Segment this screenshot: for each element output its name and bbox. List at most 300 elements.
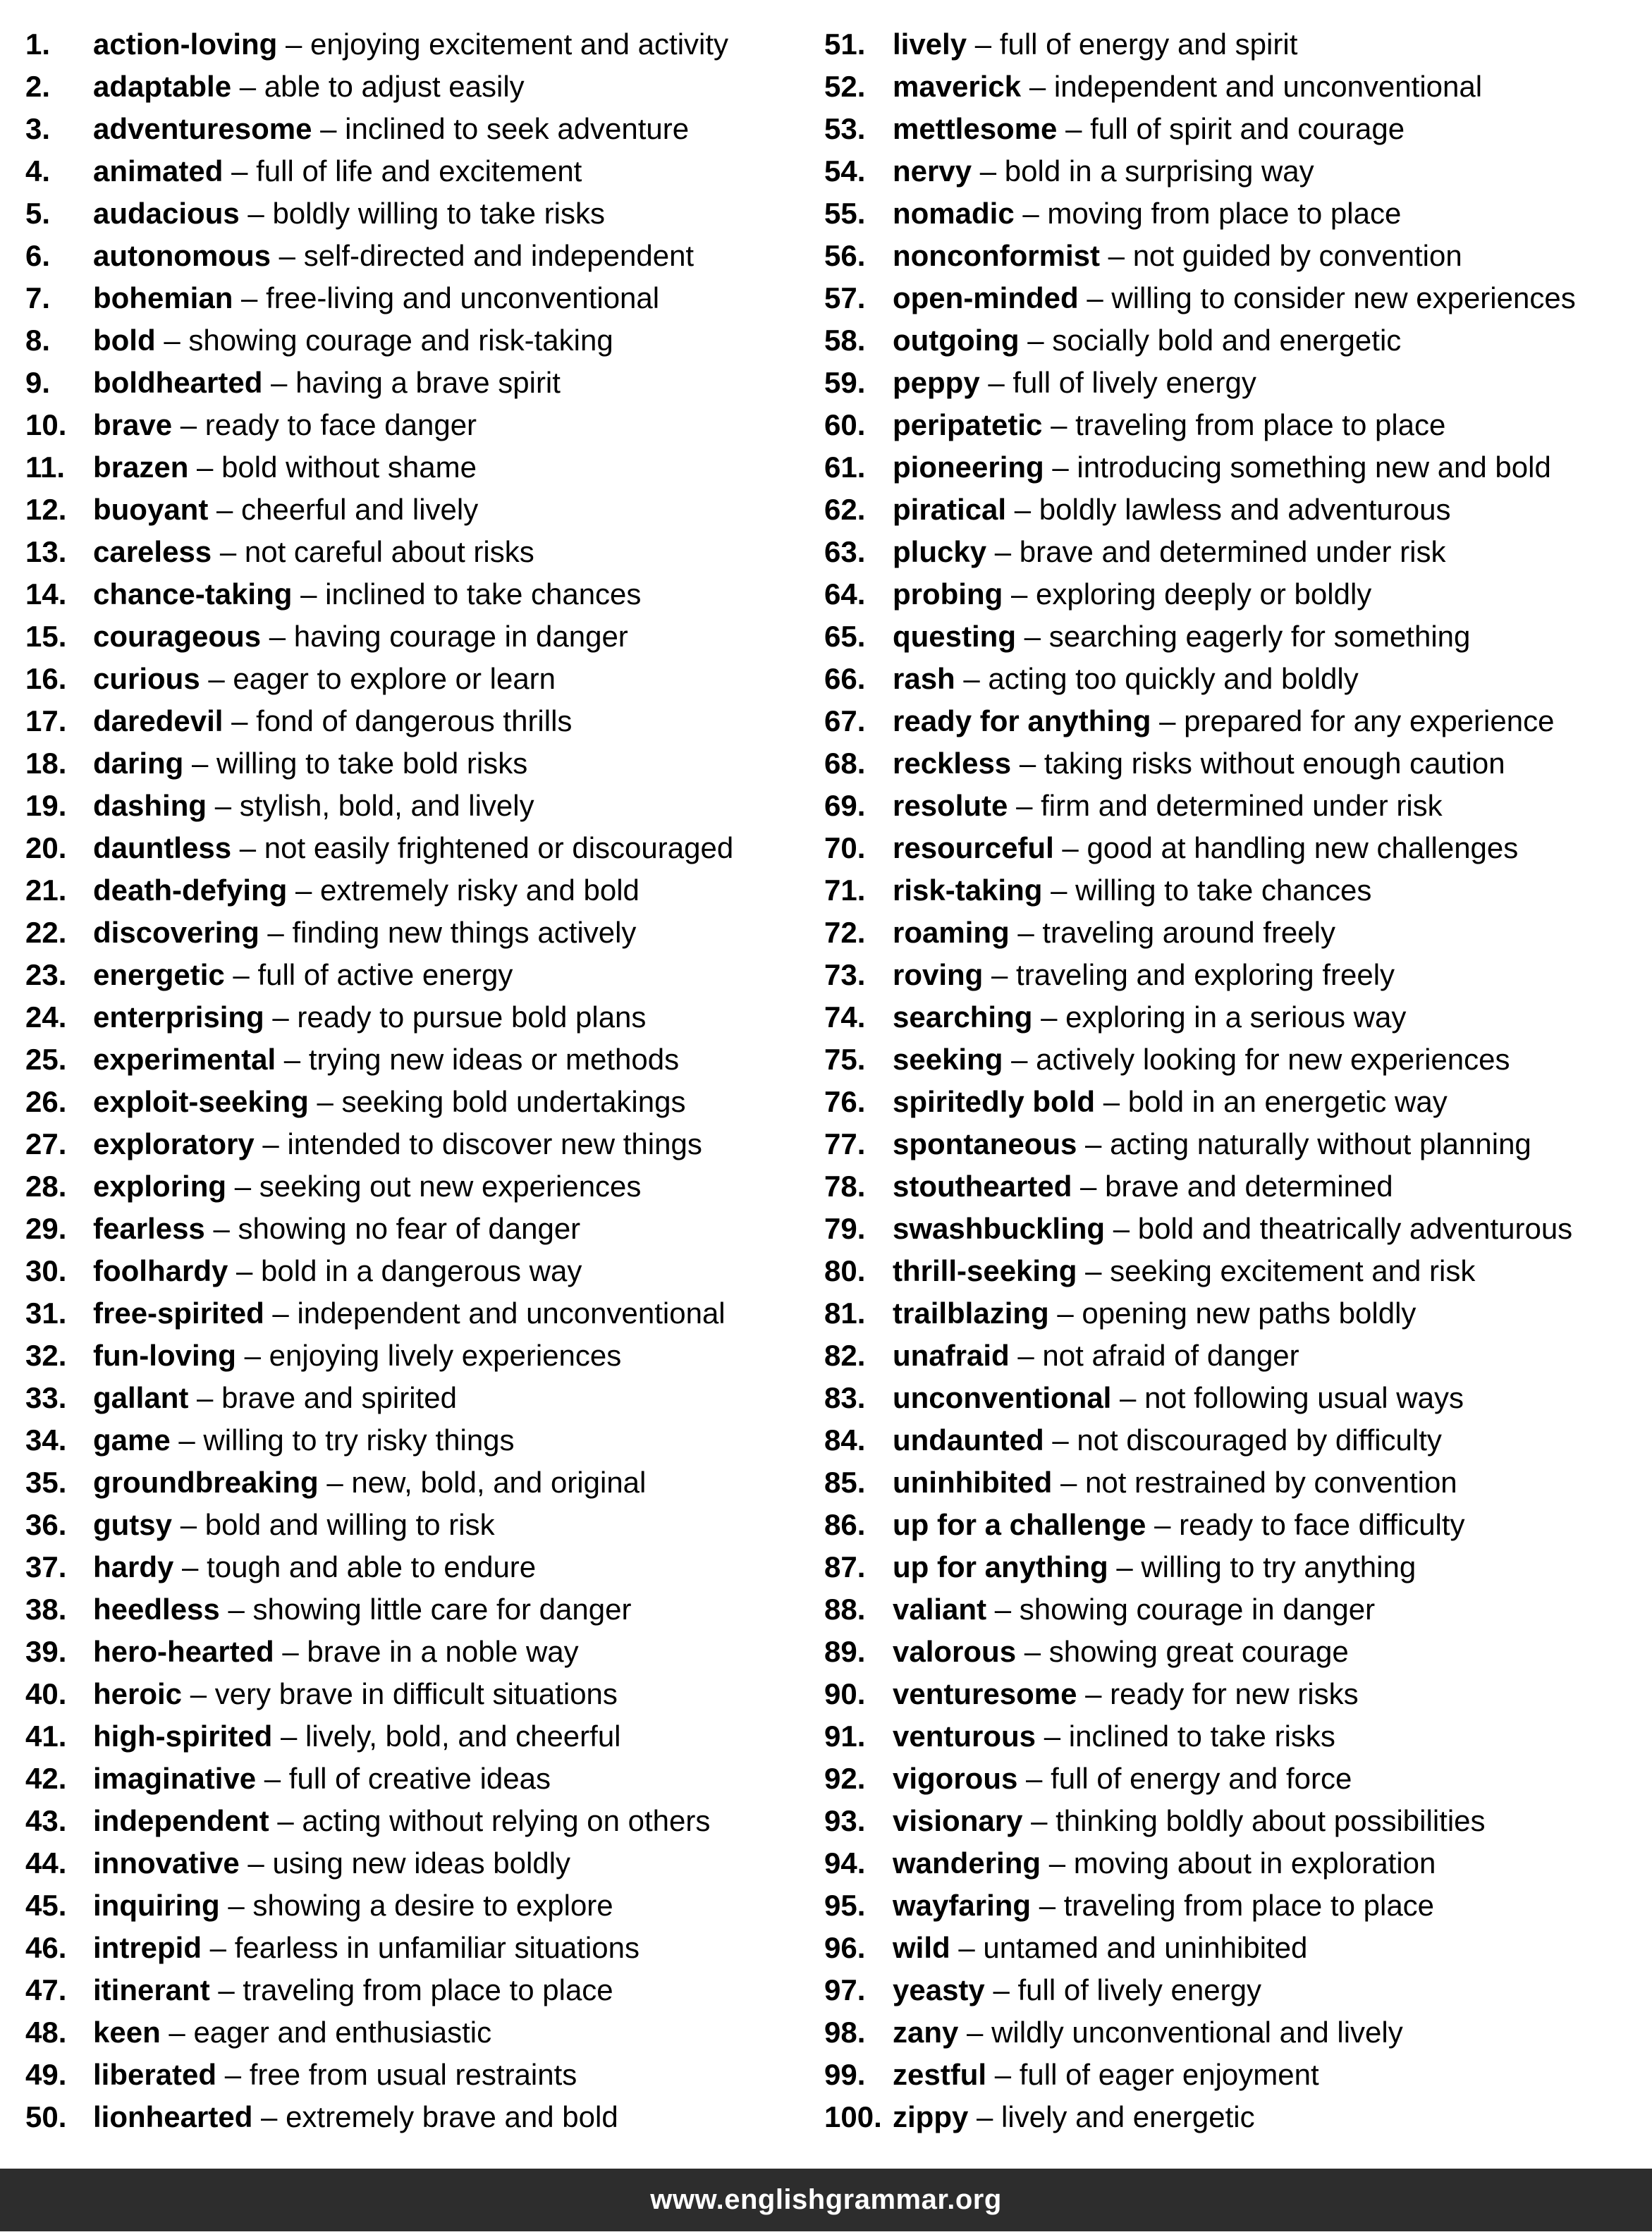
entry-definition: inclined to seek adventure [345,112,690,145]
entry-definition: moving about in exploration [1073,1846,1436,1880]
entry-text [893,531,1445,573]
entry-definition: exploring deeply or boldly [1036,577,1372,611]
entry-number: 60. [824,408,866,441]
list-item [25,2096,815,2138]
entry-separator: – [190,1677,207,1710]
entry-definition: new, bold, and original [351,1466,647,1499]
entry-number: 51. [824,27,866,61]
entry-text [893,1884,1434,1927]
entry-separator: – [283,1043,301,1076]
entry-separator: – [1024,620,1041,653]
entry-separator: – [295,874,312,907]
entry-definition: traveling from place to place [243,1973,613,2006]
entry-definition: lively and energetic [1001,2100,1255,2133]
list-item [824,658,1642,700]
list-item [824,2054,1642,2096]
entry-definition: full of energy and force [1051,1762,1352,1795]
entry-number: 39. [25,1635,67,1668]
entry-word: adaptable [93,70,232,103]
list-item [25,1800,815,1842]
entry-text [893,192,1401,235]
entry-number: 76. [824,1085,866,1118]
list-item [824,2011,1642,2054]
entry-separator: – [267,916,284,949]
entry-number: 90. [824,1677,866,1710]
entry-word: unconventional [893,1381,1112,1414]
entry-number: 71. [824,874,866,907]
list-item [824,1461,1642,1504]
entry-separator: – [1024,1635,1041,1668]
entry-separator: – [164,324,181,357]
list-item [824,615,1642,658]
entry-word: death-defying [93,874,288,907]
list-item [25,1165,815,1208]
entry-number: 80. [824,1254,866,1287]
entry-separator: – [1026,1762,1043,1795]
entry-text [93,150,582,192]
entry-definition: introducing something new and bold [1077,451,1551,484]
entry-word: energetic [93,958,225,991]
entry-definition: not discouraged by difficulty [1077,1423,1442,1457]
entry-word: venturesome [893,1677,1077,1710]
entry-separator: – [239,831,257,864]
entry-number: 12. [25,493,67,526]
entry-text [893,2011,1403,2054]
entry-number: 92. [824,1762,866,1795]
entry-number: 94. [824,1846,866,1880]
entry-number: 47. [25,1973,67,2006]
entry-separator: – [1062,831,1079,864]
entry-number: 23. [25,958,67,991]
entry-separator: – [197,451,214,484]
entry-text [93,531,534,573]
entry-text [93,1927,640,1969]
entry-definition: seeking bold undertakings [341,1085,686,1118]
entry-word: buoyant [93,493,209,526]
entry-definition: firm and determined under risk [1041,789,1443,822]
entry-number: 35. [25,1466,67,1499]
entry-definition: thinking boldly about possibilities [1056,1804,1486,1837]
entry-text [93,615,628,658]
entry-number: 9. [25,366,51,399]
entry-number: 28. [25,1170,67,1203]
list-item [25,785,815,827]
entry-definition: eager to explore or learn [233,662,556,695]
entry-text [93,1038,679,1081]
entry-word: mettlesome [893,112,1058,145]
entry-word: swashbuckling [893,1212,1106,1245]
entry-word: valiant [893,1593,987,1626]
entry-number: 24. [25,1000,67,1034]
list-item [824,277,1642,319]
entry-number: 29. [25,1212,67,1245]
entry-number: 37. [25,1550,67,1583]
entry-word: visionary [893,1804,1023,1837]
entry-text [893,869,1371,912]
entry-word: gallant [93,1381,189,1414]
entry-word: roving [893,958,984,991]
entry-number: 100. [824,2100,882,2133]
entry-definition: willing to try anything [1141,1550,1417,1583]
entry-number: 31. [25,1297,67,1330]
entry-separator: – [1085,1127,1102,1160]
entry-separator: – [264,1762,281,1795]
entry-separator: – [1051,874,1067,907]
entry-definition: showing courage in danger [1019,1593,1376,1626]
list-item [824,1673,1642,1715]
entry-text [893,700,1554,742]
entry-word: lionhearted [93,2100,253,2133]
entry-separator: – [214,789,232,822]
entry-number: 79. [824,1212,866,1245]
entry-text [93,319,613,362]
entry-word: peripatetic [893,408,1043,441]
entry-number: 33. [25,1381,67,1414]
list-item [25,1504,815,1546]
entry-text [93,235,694,277]
entry-word: open-minded [893,281,1079,314]
entry-text [893,1842,1436,1884]
entry-number: 59. [824,366,866,399]
entry-number: 18. [25,747,67,780]
entry-number: 27. [25,1127,67,1160]
entry-separator: – [1052,1423,1069,1457]
list-item [25,1715,815,1758]
entry-number: 55. [824,197,866,230]
entry-number: 26. [25,1085,67,1118]
entry-text [893,954,1395,996]
entry-number: 44. [25,1846,67,1880]
entry-definition: fond of dangerous thrills [256,704,573,737]
entry-word: innovative [93,1846,240,1880]
entry-separator: – [994,1593,1012,1626]
entry-definition: bold in an energetic way [1127,1085,1448,1118]
entry-word: independent [93,1804,269,1837]
entry-text [93,1758,551,1800]
entry-word: roaming [893,916,1010,949]
entry-text [893,1292,1416,1335]
entry-number: 67. [824,704,866,737]
entry-text [893,1631,1349,1673]
entry-text [893,489,1450,531]
entry-word: probing [893,577,1003,611]
list-item [824,1292,1642,1335]
entry-number: 53. [824,112,866,145]
entry-text [93,362,561,404]
entry-text [893,658,1359,700]
entry-word: groundbreaking [93,1466,319,1499]
entry-word: brazen [93,451,189,484]
entry-word: wayfaring [893,1889,1032,1922]
entry-word: risk-taking [893,874,1043,907]
entry-text [893,2096,1255,2138]
entry-word: heedless [93,1593,220,1626]
entry-word: seeking [893,1043,1003,1076]
entry-number: 38. [25,1593,67,1626]
entry-word: daredevil [93,704,224,737]
list-item [824,1758,1642,1800]
list-item [824,1081,1642,1123]
list-item [824,108,1642,150]
entry-word: unafraid [893,1339,1010,1372]
entry-separator: – [1052,451,1069,484]
entry-number: 57. [824,281,866,314]
entry-text [893,108,1405,150]
entry-word: curious [93,662,200,695]
entry-definition: untamed and uninhibited [983,1931,1308,1964]
entry-definition: showing no fear of danger [238,1212,581,1245]
entry-word: wild [893,1931,950,1964]
entry-separator: – [208,662,225,695]
entry-word: enterprising [93,1000,264,1034]
entry-word: exploring [93,1170,227,1203]
entry-definition: ready to pursue bold plans [297,1000,647,1034]
entry-definition: full of lively energy [1012,366,1256,399]
entry-number: 54. [824,154,866,188]
entry-definition: using new ideas boldly [272,1846,571,1880]
entry-definition: brave and determined [1105,1170,1393,1203]
list-item [824,1208,1642,1250]
entry-separator: – [286,27,302,61]
entry-separator: – [979,154,997,188]
list-item [824,1800,1642,1842]
entry-word: discovering [93,916,259,949]
entry-separator: – [1085,1677,1102,1710]
entry-number: 11. [25,451,66,484]
list-item [25,1377,815,1419]
list-item [824,1419,1642,1461]
entry-word: autonomous [93,239,271,272]
entry-separator: – [279,239,296,272]
entry-word: exploit-seeking [93,1085,309,1118]
list-item [25,1208,815,1250]
entry-word: searching [893,1000,1033,1034]
entry-definition: showing little care for danger [252,1593,632,1626]
entry-number: 3. [25,112,51,145]
entry-text [893,615,1470,658]
list-item [25,1335,815,1377]
entry-text [93,2054,577,2096]
entry-text [893,1208,1572,1250]
entry-definition: not easily frightened or discouraged [264,831,734,864]
entry-definition: not careful about risks [244,535,534,568]
entry-word: action-loving [93,27,278,61]
entry-number: 22. [25,916,67,949]
entry-number: 78. [824,1170,866,1203]
entry-definition: seeking out new experiences [259,1170,642,1203]
entry-number: 45. [25,1889,67,1922]
entry-text [93,1165,641,1208]
entry-separator: – [1116,1550,1133,1583]
list-item [824,1631,1642,1673]
list-item [25,2054,815,2096]
entry-text [93,1884,613,1927]
entry-number: 8. [25,324,51,357]
entry-separator: – [1113,1212,1130,1245]
entry-separator: – [233,958,250,991]
entry-text [93,108,689,150]
entry-text [893,66,1482,108]
entry-separator: – [228,1889,245,1922]
entry-separator: – [1057,1297,1074,1330]
entry-word: nomadic [893,197,1015,230]
list-item [25,23,815,66]
entry-word: zippy [893,2100,969,2133]
entry-text [93,1715,621,1758]
entry-word: wandering [893,1846,1041,1880]
entry-text [893,912,1335,954]
entry-separator: – [1080,1170,1097,1203]
entry-separator: – [977,2100,993,2133]
entry-separator: – [234,1170,252,1203]
entry-word: gutsy [93,1508,173,1541]
list-item [25,1884,815,1927]
entry-number: 69. [824,789,866,822]
list-item [824,1927,1642,1969]
list-item [25,1292,815,1335]
entry-word: up for a challenge [893,1508,1146,1541]
list-item [25,1969,815,2011]
entry-definition: willing to consider new experiences [1111,281,1576,314]
entry-number: 72. [824,916,866,949]
entry-number: 83. [824,1381,866,1414]
entry-separator: – [1017,916,1034,949]
entry-number: 88. [824,1593,866,1626]
entry-word: game [93,1423,171,1457]
entry-definition: showing a desire to explore [252,1889,613,1922]
entry-text [893,362,1256,404]
entry-separator: – [1029,70,1046,103]
entry-definition: ready for new risks [1110,1677,1359,1710]
list-item [824,1123,1642,1165]
entry-separator: – [1017,1339,1034,1372]
list-item [25,1250,815,1292]
entry-word: foolhardy [93,1254,228,1287]
entry-separator: – [247,197,264,230]
entry-word: audacious [93,197,240,230]
entry-text [93,66,525,108]
entry-separator: – [169,2016,185,2049]
entry-text [893,1335,1299,1377]
entry-separator: – [218,1973,235,2006]
entry-word: inquiring [93,1889,220,1922]
entry-text [93,1461,646,1504]
word-list-left-column [25,23,815,2138]
entry-separator: – [988,366,1005,399]
entry-text [93,192,605,235]
list-item [824,319,1642,362]
entry-separator: – [281,1720,298,1753]
list-item [824,742,1642,785]
list-item [25,192,815,235]
entry-text [93,23,728,66]
entry-definition: trying new ideas or methods [308,1043,680,1076]
entry-word: intrepid [93,1931,202,1964]
entry-text [893,404,1445,446]
list-item [824,2096,1642,2138]
entry-text [93,446,477,489]
entry-definition: ready to face danger [204,408,477,441]
entry-separator: – [994,2058,1012,2091]
entry-word: nervy [893,154,972,188]
entry-separator: – [1087,281,1103,314]
entry-word: fearless [93,1212,205,1245]
entry-word: up for anything [893,1550,1108,1583]
entry-text [893,573,1371,615]
list-item [25,1419,815,1461]
entry-definition: inclined to take risks [1068,1720,1335,1753]
entry-separator: – [261,2100,278,2133]
entry-number: 49. [25,2058,67,2091]
list-item [25,404,815,446]
entry-number: 14. [25,577,67,611]
entry-definition: taking risks without enough caution [1044,747,1505,780]
entry-text [893,1250,1475,1292]
list-item [25,827,815,869]
entry-definition: full of eager enjoyment [1019,2058,1319,2091]
list-item [25,742,815,785]
entry-text [893,1800,1486,1842]
entry-number: 91. [824,1720,866,1753]
entry-definition: free-living and unconventional [266,281,660,314]
entry-number: 25. [25,1043,67,1076]
entry-number: 15. [25,620,67,653]
entry-number: 74. [824,1000,866,1034]
list-item [824,573,1642,615]
entry-separator: – [1060,1466,1077,1499]
entry-definition: free from usual restraints [249,2058,577,2091]
list-item [824,1165,1642,1208]
entry-definition: bold and willing to risk [204,1508,495,1541]
entry-word: piratical [893,493,1007,526]
entry-definition: bold without shame [221,451,477,484]
entry-separator: – [963,662,980,695]
list-item [824,23,1642,66]
entry-definition: enjoying lively experiences [269,1339,622,1372]
entry-text [893,1461,1457,1504]
list-item [25,489,815,531]
entry-number: 40. [25,1677,67,1710]
entry-separator: – [974,27,992,61]
list-item [824,1038,1642,1081]
entry-text [93,996,646,1038]
entry-separator: – [1039,1889,1056,1922]
entry-separator: – [244,1339,261,1372]
entry-number: 6. [25,239,51,272]
list-item [25,954,815,996]
entry-number: 50. [25,2100,67,2133]
entry-separator: – [216,493,233,526]
entry-text [893,1081,1448,1123]
entry-definition: searching eagerly for something [1048,620,1471,653]
entry-number: 73. [824,958,866,991]
entry-text [93,869,640,912]
entry-word: lively [893,27,967,61]
entry-separator: – [219,535,237,568]
entry-separator: – [197,1381,214,1414]
entry-separator: – [178,1423,195,1457]
entry-text [893,742,1505,785]
entry-number: 19. [25,789,67,822]
entry-number: 64. [824,577,866,611]
entry-separator: – [180,408,197,441]
entry-number: 81. [824,1297,866,1330]
entry-definition: prepared for any experience [1184,704,1555,737]
entry-definition: tough and able to endure [207,1550,537,1583]
entry-number: 1. [25,27,51,61]
entry-number: 97. [824,1973,866,2006]
entry-word: uninhibited [893,1466,1053,1499]
